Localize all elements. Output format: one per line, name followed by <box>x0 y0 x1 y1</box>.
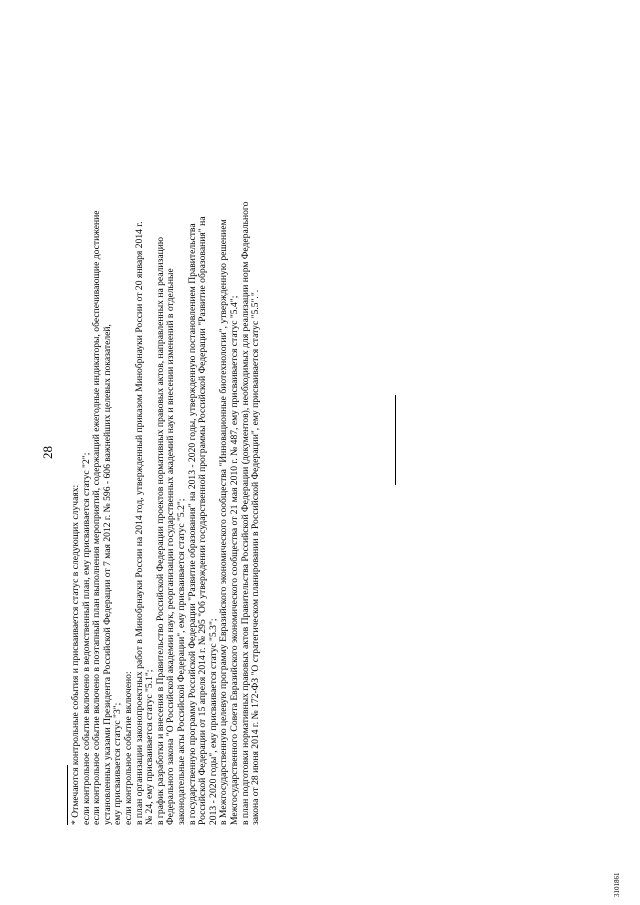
footnote-line: 2013 - 2020 годы", ему присваивается статус "5.3"; <box>207 618 219 825</box>
footnote-line: в план организации законопроектных работ в Минобрнауки России на 2014 год, утвержденный приказом Минобрнауки России от 20 января 2014 г. <box>133 221 145 825</box>
footnote-line: если контрольное событие включено в ведомственный план, ему присваивается статус "2"; <box>80 452 92 825</box>
footnote-line: * Отмечаются контрольные события и присваивается статус в следующих случаях: <box>70 484 81 825</box>
footnote-line: в Межгосударственную целевую программу Евразийского экономического сообщества "Инновационные биотехнологии", утвержденную решением <box>218 219 230 825</box>
footnote-line: в государственную программу Российской Федерации "Развитие образования" на 2013 - 2020 годы, утвержденную постановлением Правительства <box>186 223 198 825</box>
footnote-line: законодательные акты Российской Федерации", ему присваивается статус "5.2"; <box>175 498 187 825</box>
footnote-line: установленных указами Президента Российской Федерации от 7 мая 2012 г. № 596 - 606 важнейших целевых показателей, <box>101 324 113 825</box>
footnote-line: Межгосударственного Совета Евразийского экономического сообщества от 21 мая 2010 г. № 487, ему присваивается статус "5.4"; <box>228 295 240 825</box>
end-separator <box>395 395 396 485</box>
footnote-line: в график разработки и внесения в Правительство Российской Федерации проектов нормативных правовых актов, направленных на реализацию <box>154 236 166 825</box>
footnote-line: ему присваивается статус "3"; <box>112 702 124 825</box>
footnote-line: в план подготовки нормативных правовых актов Правительства Российской Федерации (документов), необходимых для реализации норм Федерального <box>239 201 251 825</box>
footnote-line: если контрольное событие включено в поэтапный план выполнения мероприятий, содержащий ежегодные индикаторы, обеспечивающие достижение <box>91 210 103 825</box>
document-code: 3101861 <box>613 872 621 897</box>
footnote-line: № 24, ему присваивается статус "5.1"; <box>144 669 156 825</box>
footnote-line: закона от 28 июня 2014 г. № 172-ФЗ "О стратегическом планировании в Российской Федерации", ему присваивается статус "5.5".". <box>250 289 262 825</box>
page-number: 28 <box>40 446 55 459</box>
footnote-line: Российской Федерации от 15 апреля 2014 г. № 295 "Об утверждении государственной программы Российской Федерации "Развитие образования" на <box>197 216 209 825</box>
footnote-block <box>71 55 262 825</box>
footnote-line: Федерального закона "О Российской академии наук, реорганизации государственных академий наук и внесении изменений в отдельные <box>165 268 177 825</box>
footnote-separator <box>67 765 68 825</box>
footnote-line: если контрольное событие включено: <box>122 671 134 825</box>
